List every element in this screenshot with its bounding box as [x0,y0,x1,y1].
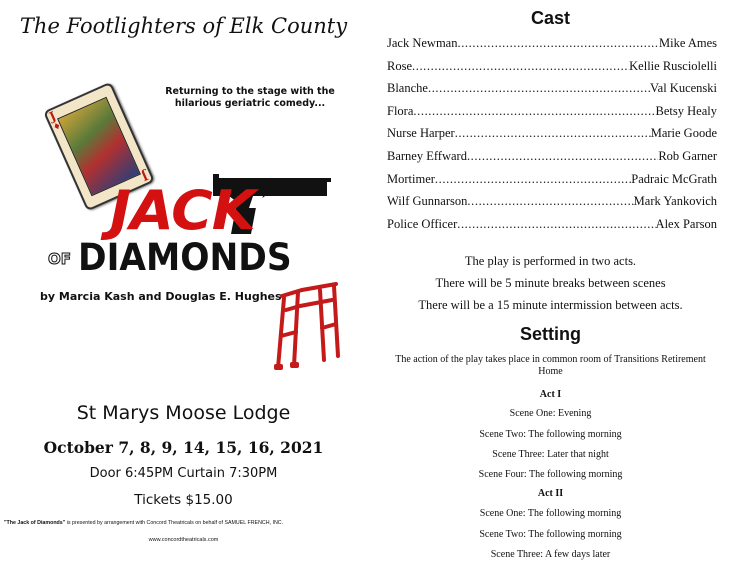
cast-heading: Cast [530,8,570,28]
act-1-scene-3: Scene Three: Later that night [492,449,609,460]
cast-actor: Padraic McGrath [631,171,717,186]
card-rank-inverted: J [139,168,151,184]
intermission-note: There will be a 15 minute intermission between acts. [418,298,683,312]
cast-actor: Kellie Rusciolelli [629,58,717,73]
cast-role: Rose [387,58,412,73]
program-panel [367,0,734,563]
diamond-icon: ♦ [51,119,62,133]
title-jack: JACK [110,179,255,242]
cast-actor: Val Kucenski [650,81,717,96]
cast-actor: Alex Parson [655,216,717,231]
cast-row [387,59,717,82]
title-diamonds: DIAMONDS [78,236,292,279]
licensing-credit [4,520,366,526]
cast-actor: Mike Ames [659,36,717,50]
cast-actor: Rob Garner [658,148,717,163]
walker-icon [272,276,342,371]
setting-description: The action of the play takes place in common room of Transitions Retirement Home [395,354,706,377]
cast-row [387,104,717,127]
ticket-price: Tickets $15.00 [134,492,233,508]
act-1-heading: Act I [539,389,562,400]
dot-leader [435,172,631,187]
act-1-scene-2: Scene Two: The following morning [479,429,622,440]
act-2-scene-3: Scene Three: A few days later [490,549,611,560]
cast-row [387,81,717,104]
setting-heading: Setting [520,324,581,344]
dot-leader [457,36,659,51]
card-rank: J [47,108,58,124]
cast-row [387,172,717,195]
credit-title: "The Jack of Diamonds" [4,520,66,526]
door-curtain-times: Door 6:45PM Curtain 7:30PM [89,466,278,481]
dot-leader [455,126,651,141]
cast-actor: Marie Goode [650,126,717,141]
tagline: Returning to the stage with the hilarious geriatric comedy... [165,86,335,109]
cast-row [387,36,717,59]
cast-list [387,36,717,239]
act-2-scene-1: Scene One: The following morning [479,508,622,519]
cast-row [387,149,717,172]
dot-leader [467,194,633,209]
troupe-name: The Footlighters of Elk County [19,14,348,38]
cast-role: Barney Effward [387,148,467,163]
cast-actor: Mark Yankovich [633,194,717,209]
cast-row [387,126,717,149]
dot-leader [457,217,655,232]
cast-role: Jack Newman [387,36,458,50]
cast-role: Blanche [387,81,428,96]
act-2-scene-2: Scene Two: The following morning [479,529,622,540]
cast-role: Mortimer [387,171,435,186]
authors-line: by Marcia Kash and Douglas E. Hughes [40,290,282,303]
dot-leader [413,104,655,119]
cast-role: Flora [387,103,414,118]
cast-row [387,194,717,217]
act-1-scene-1: Scene One: Evening [509,408,592,419]
cast-actor: Betsy Healy [655,103,717,118]
credit-text: is presented by arrangement with Concord Theatricals on behalf of SAMUEL FRENCH, INC. [65,520,284,526]
dot-leader [412,59,629,74]
dot-leader [428,81,650,96]
performance-dates: October 7, 8, 9, 14, 15, 16, 2021 [43,438,324,457]
cast-role: Nurse Harper [387,126,455,141]
act-2-heading: Act II [537,488,564,499]
cast-row [387,217,717,240]
dot-leader [467,149,658,164]
cast-role: Wilf Gunnarson [387,194,468,209]
licensor-website: www.concordtheatricals.com [148,537,219,543]
acts-note: The play is performed in two acts. [464,254,637,268]
breaks-note: There will be 5 minute breaks between scenes [435,276,666,290]
venue: St Marys Moose Lodge [76,402,291,424]
cast-role: Police Officer [387,216,458,231]
title-of: OF [48,250,71,268]
act-1-scene-4: Scene Four: The following morning [478,469,623,480]
